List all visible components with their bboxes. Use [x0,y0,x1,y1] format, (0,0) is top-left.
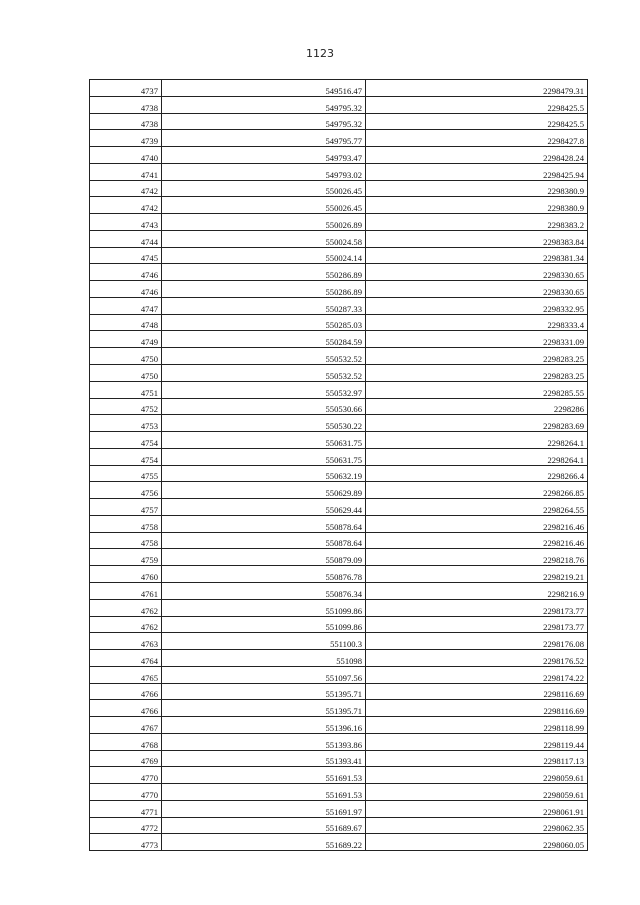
table-row [90,247,588,264]
point-number-cell: 4759 [90,549,162,566]
y-coordinate-cell: 2298427.8 [366,130,588,147]
table-row [90,230,588,247]
y-coordinate-cell: 2298216.9 [366,582,588,599]
point-number-cell: 4767 [90,717,162,734]
table-row [90,616,588,633]
point-number-cell: 4768 [90,733,162,750]
x-coordinate-cell: 550532.97 [162,381,366,398]
y-coordinate-cell: 2298286 [366,398,588,415]
table-row [90,499,588,516]
x-coordinate-cell: 551100.3 [162,633,366,650]
table-row [90,700,588,717]
y-coordinate-cell: 2298479.31 [366,80,588,97]
table-row [90,281,588,298]
x-coordinate-cell: 551396.16 [162,717,366,734]
point-number-cell: 4742 [90,197,162,214]
table-row [90,515,588,532]
y-coordinate-cell: 2298425.5 [366,96,588,113]
y-coordinate-cell: 2298061.91 [366,800,588,817]
y-coordinate-cell: 2298116.69 [366,683,588,700]
point-number-cell: 4766 [90,700,162,717]
x-coordinate-cell: 550530.66 [162,398,366,415]
point-number-cell: 4740 [90,147,162,164]
x-coordinate-cell: 550024.58 [162,230,366,247]
x-coordinate-cell: 550878.64 [162,515,366,532]
table-row [90,532,588,549]
x-coordinate-cell: 550026.89 [162,214,366,231]
table-row [90,666,588,683]
page-number: 1123 [306,47,334,60]
x-coordinate-cell: 550026.45 [162,197,366,214]
x-coordinate-cell: 550287.33 [162,297,366,314]
y-coordinate-cell: 2298425.94 [366,163,588,180]
y-coordinate-cell: 2298176.08 [366,633,588,650]
x-coordinate-cell: 550286.89 [162,264,366,281]
point-number-cell: 4762 [90,616,162,633]
x-coordinate-cell: 549795.32 [162,96,366,113]
point-number-cell: 4754 [90,448,162,465]
x-coordinate-cell: 550632.19 [162,465,366,482]
y-coordinate-cell: 2298383.2 [366,214,588,231]
y-coordinate-cell: 2298266.4 [366,465,588,482]
x-coordinate-cell: 551689.67 [162,817,366,834]
y-coordinate-cell: 2298266.85 [366,482,588,499]
x-coordinate-cell: 549516.47 [162,80,366,97]
table-row [90,365,588,382]
y-coordinate-cell: 2298283.25 [366,348,588,365]
table-row [90,348,588,365]
table-row [90,750,588,767]
table-row [90,381,588,398]
table-row [90,650,588,667]
y-coordinate-cell: 2298119.44 [366,733,588,750]
y-coordinate-cell: 2298330.65 [366,264,588,281]
x-coordinate-cell: 550026.45 [162,180,366,197]
x-coordinate-cell: 551099.86 [162,616,366,633]
point-number-cell: 4764 [90,650,162,667]
table-row [90,331,588,348]
table-row [90,113,588,130]
table-row [90,800,588,817]
x-coordinate-cell: 550285.03 [162,314,366,331]
y-coordinate-cell: 2298118.99 [366,717,588,734]
x-coordinate-cell: 549795.77 [162,130,366,147]
point-number-cell: 4770 [90,784,162,801]
coordinates-table [89,79,588,851]
x-coordinate-cell: 550286.89 [162,281,366,298]
x-coordinate-cell: 550532.52 [162,365,366,382]
y-coordinate-cell: 2298283.69 [366,415,588,432]
y-coordinate-cell: 2298333.4 [366,314,588,331]
y-coordinate-cell: 2298174.22 [366,666,588,683]
y-coordinate-cell: 2298062.35 [366,817,588,834]
point-number-cell: 4762 [90,599,162,616]
y-coordinate-cell: 2298264.55 [366,499,588,516]
x-coordinate-cell: 550876.78 [162,566,366,583]
x-coordinate-cell: 549793.47 [162,147,366,164]
table-row [90,834,588,851]
point-number-cell: 4738 [90,96,162,113]
table-row [90,147,588,164]
x-coordinate-cell: 550631.75 [162,448,366,465]
table-row [90,448,588,465]
x-coordinate-cell: 551393.86 [162,733,366,750]
x-coordinate-cell: 550878.64 [162,532,366,549]
table-row [90,264,588,281]
y-coordinate-cell: 2298330.65 [366,281,588,298]
point-number-cell: 4747 [90,297,162,314]
y-coordinate-cell: 2298116.69 [366,700,588,717]
y-coordinate-cell: 2298216.46 [366,532,588,549]
y-coordinate-cell: 2298380.9 [366,197,588,214]
x-coordinate-cell: 549793.02 [162,163,366,180]
x-coordinate-cell: 551691.97 [162,800,366,817]
y-coordinate-cell: 2298059.61 [366,767,588,784]
y-coordinate-cell: 2298381.34 [366,247,588,264]
point-number-cell: 4765 [90,666,162,683]
table-row [90,197,588,214]
point-number-cell: 4761 [90,582,162,599]
x-coordinate-cell: 551691.53 [162,767,366,784]
table-row [90,733,588,750]
point-number-cell: 4757 [90,499,162,516]
y-coordinate-cell: 2298219.21 [366,566,588,583]
y-coordinate-cell: 2298332.95 [366,297,588,314]
table-row [90,214,588,231]
y-coordinate-cell: 2298428.24 [366,147,588,164]
table-row [90,599,588,616]
point-number-cell: 4742 [90,180,162,197]
point-number-cell: 4745 [90,247,162,264]
y-coordinate-cell: 2298216.46 [366,515,588,532]
y-coordinate-cell: 2298173.77 [366,616,588,633]
point-number-cell: 4756 [90,482,162,499]
y-coordinate-cell: 2298060.05 [366,834,588,851]
table-row [90,465,588,482]
table-row [90,297,588,314]
point-number-cell: 4737 [90,80,162,97]
y-coordinate-cell: 2298264.1 [366,432,588,449]
table-row [90,482,588,499]
x-coordinate-cell: 551099.86 [162,599,366,616]
x-coordinate-cell: 550629.44 [162,499,366,516]
table-row [90,566,588,583]
point-number-cell: 4743 [90,214,162,231]
table-row [90,96,588,113]
y-coordinate-cell: 2298264.1 [366,448,588,465]
table-row [90,398,588,415]
table-row [90,717,588,734]
table-row [90,314,588,331]
point-number-cell: 4758 [90,532,162,549]
x-coordinate-cell: 551097.56 [162,666,366,683]
point-number-cell: 4746 [90,264,162,281]
x-coordinate-cell: 551689.22 [162,834,366,851]
y-coordinate-cell: 2298425.5 [366,113,588,130]
x-coordinate-cell: 550532.52 [162,348,366,365]
table-row [90,633,588,650]
point-number-cell: 4755 [90,465,162,482]
point-number-cell: 4754 [90,432,162,449]
x-coordinate-cell: 550629.89 [162,482,366,499]
y-coordinate-cell: 2298218.76 [366,549,588,566]
coordinates-table-body [90,80,588,851]
y-coordinate-cell: 2298383.84 [366,230,588,247]
x-coordinate-cell: 550530.22 [162,415,366,432]
x-coordinate-cell: 550631.75 [162,432,366,449]
point-number-cell: 4773 [90,834,162,851]
point-number-cell: 4750 [90,348,162,365]
y-coordinate-cell: 2298176.52 [366,650,588,667]
y-coordinate-cell: 2298059.61 [366,784,588,801]
table-row [90,130,588,147]
table-row [90,180,588,197]
table-row [90,767,588,784]
point-number-cell: 4758 [90,515,162,532]
point-number-cell: 4739 [90,130,162,147]
point-number-cell: 4766 [90,683,162,700]
x-coordinate-cell: 550876.34 [162,582,366,599]
point-number-cell: 4771 [90,800,162,817]
x-coordinate-cell: 551098 [162,650,366,667]
point-number-cell: 4749 [90,331,162,348]
table-row [90,432,588,449]
point-number-cell: 4741 [90,163,162,180]
y-coordinate-cell: 2298117.13 [366,750,588,767]
table-row [90,784,588,801]
x-coordinate-cell: 550024.14 [162,247,366,264]
table-row [90,415,588,432]
y-coordinate-cell: 2298285.55 [366,381,588,398]
y-coordinate-cell: 2298331.09 [366,331,588,348]
table-row [90,817,588,834]
point-number-cell: 4760 [90,566,162,583]
y-coordinate-cell: 2298380.9 [366,180,588,197]
x-coordinate-cell: 551395.71 [162,683,366,700]
x-coordinate-cell: 551393.41 [162,750,366,767]
point-number-cell: 4738 [90,113,162,130]
table-row [90,683,588,700]
table-row [90,163,588,180]
point-number-cell: 4750 [90,365,162,382]
point-number-cell: 4769 [90,750,162,767]
y-coordinate-cell: 2298173.77 [366,599,588,616]
point-number-cell: 4746 [90,281,162,298]
point-number-cell: 4748 [90,314,162,331]
point-number-cell: 4752 [90,398,162,415]
x-coordinate-cell: 550879.09 [162,549,366,566]
table-row [90,80,588,97]
x-coordinate-cell: 551395.71 [162,700,366,717]
x-coordinate-cell: 551691.53 [162,784,366,801]
point-number-cell: 4744 [90,230,162,247]
point-number-cell: 4770 [90,767,162,784]
point-number-cell: 4753 [90,415,162,432]
table-row [90,582,588,599]
table-row [90,549,588,566]
x-coordinate-cell: 549795.32 [162,113,366,130]
point-number-cell: 4763 [90,633,162,650]
point-number-cell: 4751 [90,381,162,398]
x-coordinate-cell: 550284.59 [162,331,366,348]
point-number-cell: 4772 [90,817,162,834]
y-coordinate-cell: 2298283.25 [366,365,588,382]
